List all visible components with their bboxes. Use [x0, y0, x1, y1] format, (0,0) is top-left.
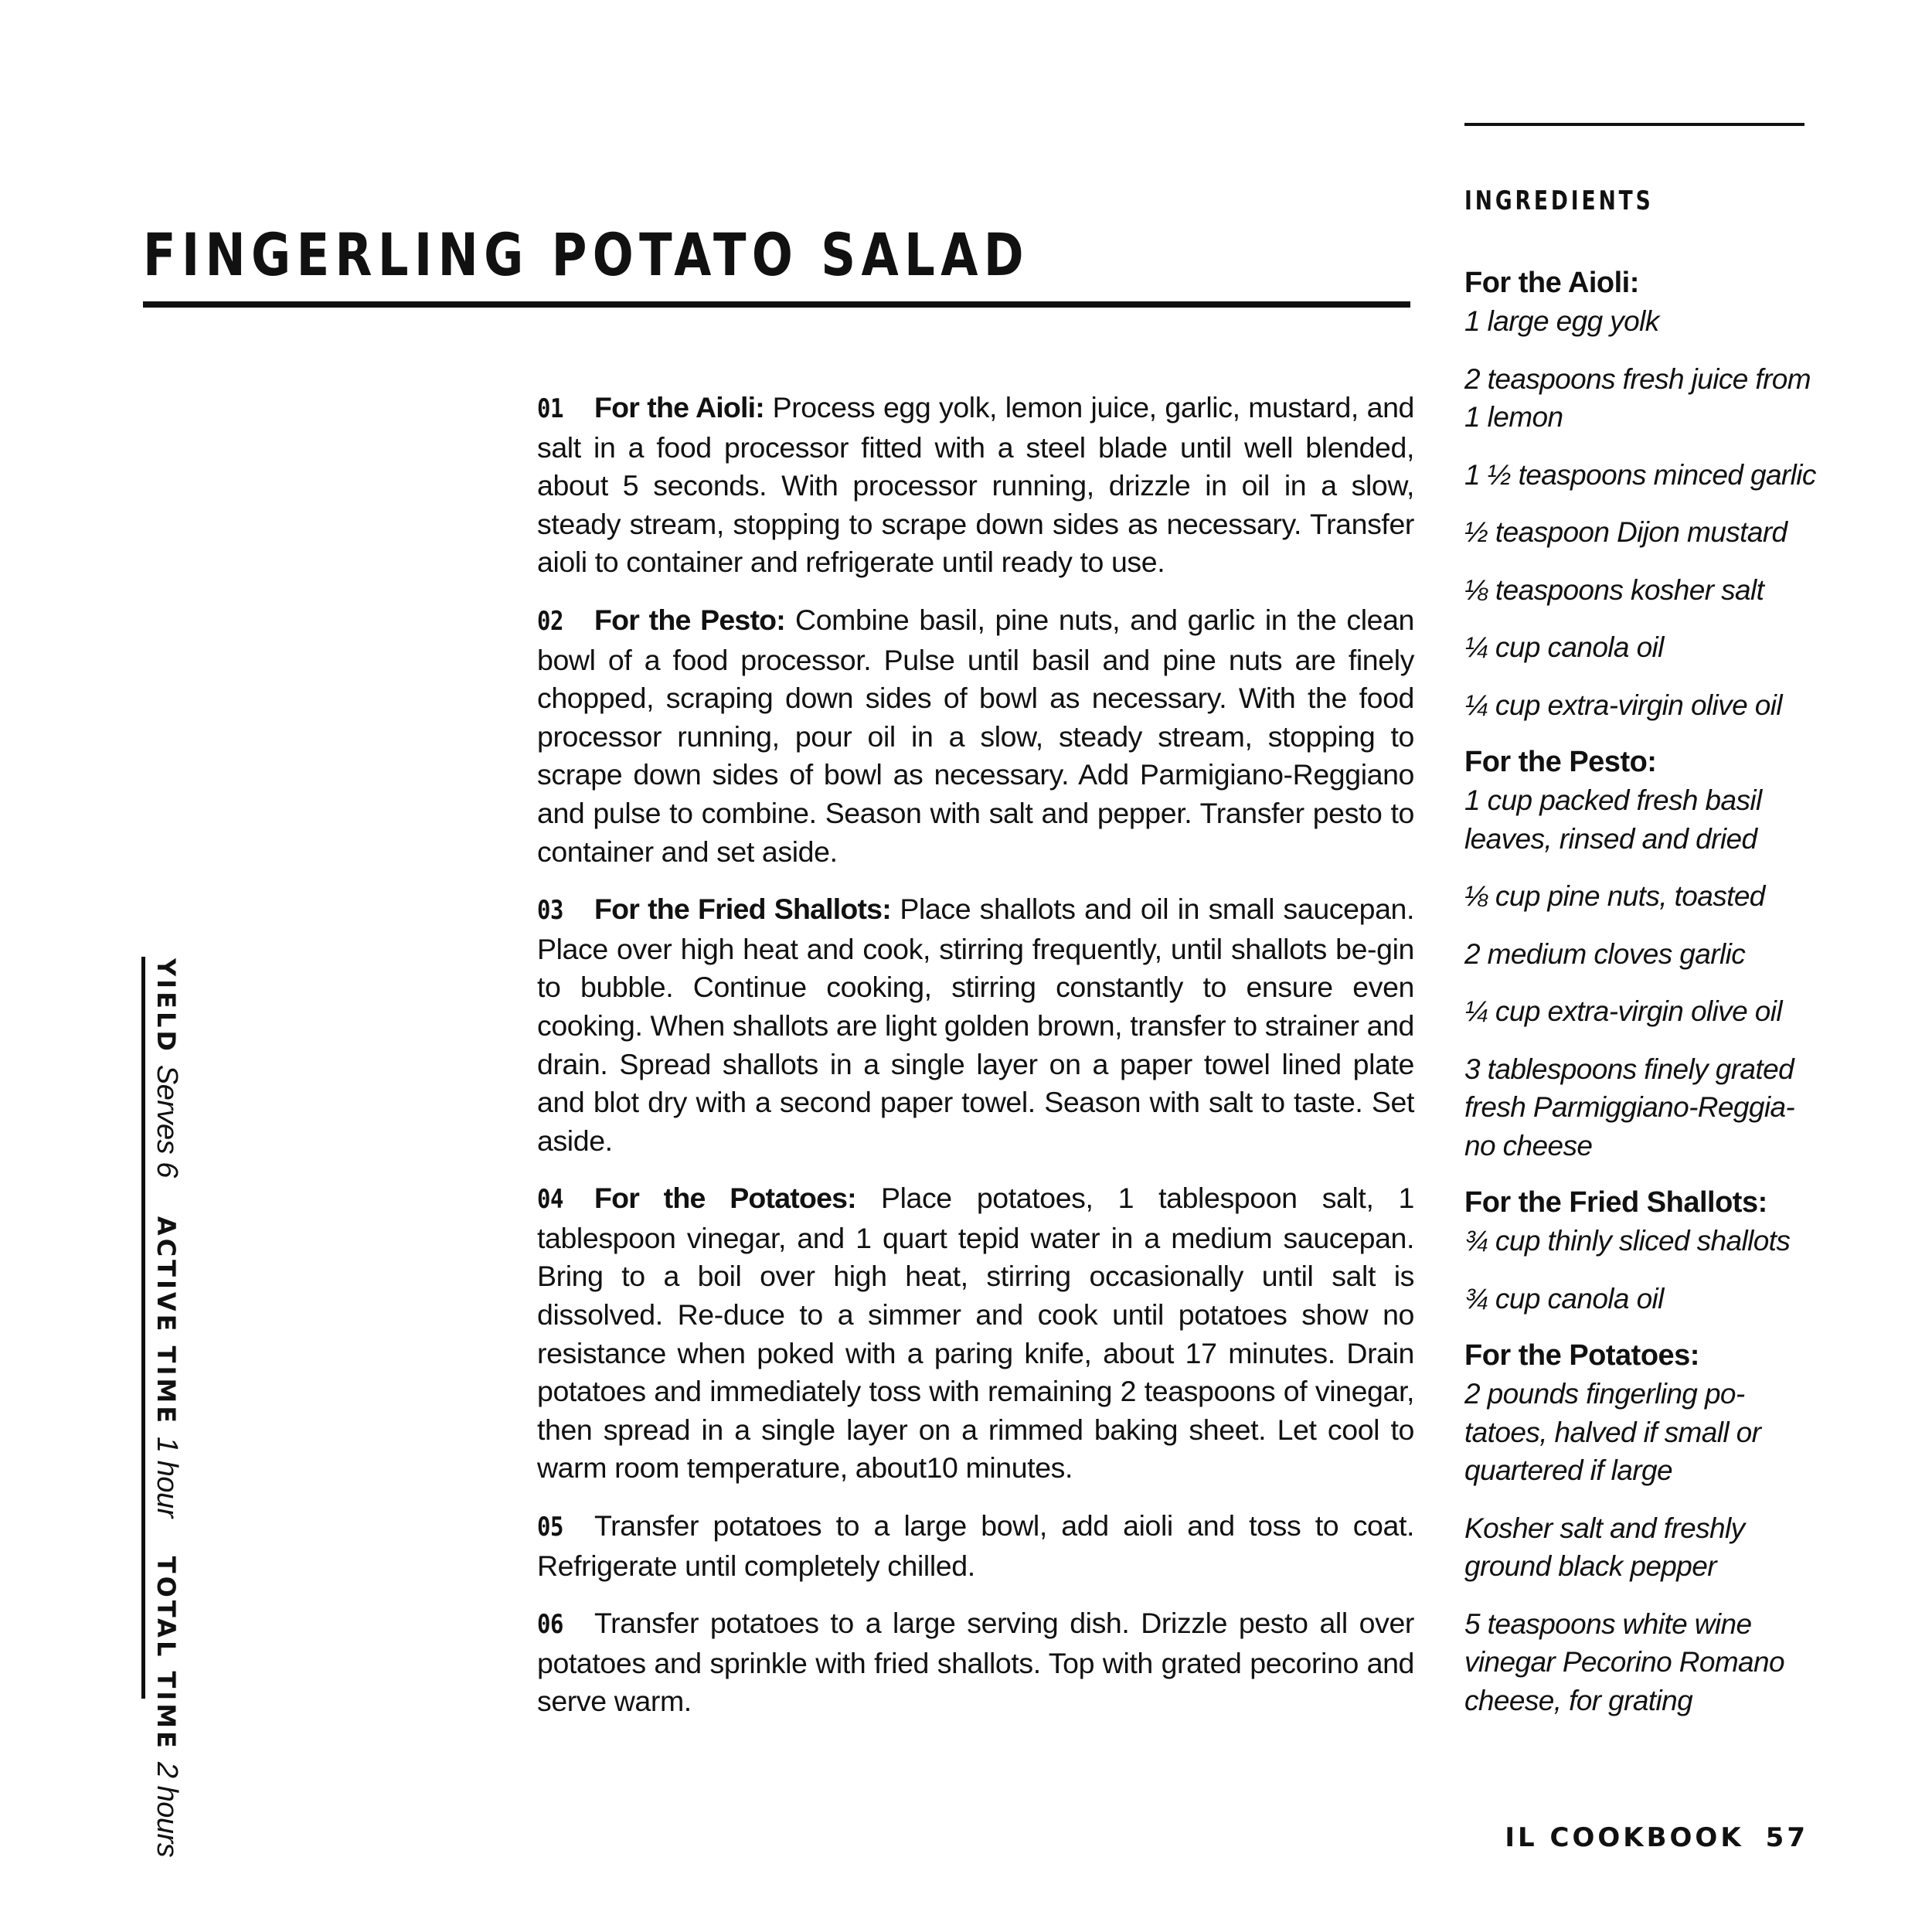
step-text: Combine basil, pine nuts, and garlic in the clean bowl of a food processor. Pulse until basil and pine nuts are finely chopped, scraping down sides of bowl as necessary. With the food processor running, pour oil in a slow, steady stream, stopping to scrape down sides of bowl as necessary. Add Parmigiano-Reggiano and pulse to combine. Season with salt and pepper. Transfer pesto to container and set aside. [537, 603, 1414, 868]
step-number: 03 [537, 895, 564, 927]
ingredient-item: 2 teaspoons fresh juice from 1 lemon [1464, 362, 1811, 433]
ingredient-group-label: For the Fried Shallots: [1464, 1186, 1767, 1219]
recipe-step [537, 389, 1414, 582]
step-number: 02 [537, 605, 564, 637]
step-text: Place shallots and oil in small saucepan. Place over high heat and cook, stirring frequently, until shallots be-gin to bubble. Continue cooking, stirring constantly to ensure even cooking. When shallots are light golden brown, transfer to strainer and drain. Spread shallots in a single layer on a paper towel lined plate and blot dry with a second paper towel. Season with salt to taste. Set aside. [537, 893, 1414, 1157]
ingredient-item: ¾ cup thinly sliced shallots [1464, 1225, 1791, 1257]
yield-value: Serves 6 [151, 1064, 183, 1178]
recipe-step [537, 890, 1414, 1160]
ingredient-item: Kosher salt and freshly ground black pepper [1464, 1512, 1745, 1582]
ingredient-item: 1 cup packed fresh basil leaves, rinsed and dried [1464, 784, 1762, 855]
total-time-value: 2 hours [151, 1761, 183, 1858]
active-time-value: 1 hour [151, 1437, 183, 1518]
step-number: 01 [537, 393, 564, 424]
step-number: 05 [537, 1512, 564, 1543]
step-label: For the Potatoes: [594, 1182, 856, 1215]
step-text: Place potatoes, 1 tablespoon salt, 1 tablespoon vinegar, and 1 quart tepid water in a medium saucepan. Bring to a boil over high heat, stirring occasionally until salt is dissolved. Re-duce to a simmer and cook until potatoes show no resistance when poked with a paring knife, about 17 minutes. Drain potatoes and immediately toss with remaining 2 teaspoons of vinegar, then spread in a single layer on a rimmed baking sheet. Let cool to warm room temperature, about10 minutes. [537, 1182, 1414, 1485]
step-label: For the Fried Shallots: [594, 893, 891, 926]
ingredient-item: 2 medium cloves garlic [1464, 937, 1746, 970]
step-text: Transfer potatoes to a large bowl, add aioli and toss to coat. Refrigerate until completely chilled. [537, 1509, 1414, 1582]
step-number: 04 [537, 1184, 564, 1216]
yield-label: YIELD [151, 958, 181, 1054]
sidebar-top-rule [1464, 123, 1804, 126]
ingredient-item: ¾ cup canola oil [1464, 1282, 1664, 1315]
book-title: IL COOKBOOK [1505, 1822, 1744, 1853]
step-text: Process egg yolk, lemon juice, garlic, mustard, and salt in a food processor fitted with a steel blade until well blended, about 5 seconds. With processor running, drizzle in oil in a slow, steady stream, stopping to scrape down sides as necessary. Transfer aioli to container and refrigerate until ready to use. [537, 391, 1414, 579]
ingredient-group-potatoes [1464, 1337, 1820, 1719]
ingredient-item: ¼ cup extra-virgin olive oil [1464, 995, 1782, 1027]
ingredient-group-fried-shallots [1464, 1184, 1820, 1318]
ingredient-item: ½ teaspoon Dijon mustard [1464, 516, 1787, 548]
yield-bar [149, 958, 184, 1896]
page-number: 57 [1765, 1822, 1808, 1853]
step-text: Transfer potatoes to a large serving dish. Drizzle pesto all over potatoes and sprinkle with fried shallots. Top with grated pecorino and serve warm. [537, 1607, 1414, 1718]
page-footer [1505, 1822, 1808, 1853]
ingredient-group-label: For the Potatoes: [1464, 1339, 1699, 1372]
ingredient-group-label: For the Aioli: [1464, 267, 1639, 299]
ingredient-item: ⅛ cup pine nuts, toasted [1464, 880, 1765, 912]
ingredient-item: 5 teaspoons white wine vinegar Pecorino Romano cheese, for grating [1464, 1607, 1784, 1716]
recipe-step [537, 1604, 1414, 1721]
recipe-steps [537, 389, 1414, 1740]
ingredient-group-label: For the Pesto: [1464, 746, 1657, 778]
ingredient-item: ⅛ teaspoons kosher salt [1464, 573, 1764, 606]
recipe-step [537, 1507, 1414, 1585]
ingredient-group-aioli [1464, 264, 1820, 724]
ingredient-item: 3 tablespoons finely grated fresh Parmiggiano-Reggia-no cheese [1464, 1053, 1795, 1162]
ingredient-group-pesto [1464, 743, 1820, 1165]
total-time-label: TOTAL TIME [151, 1556, 181, 1751]
recipe-step [537, 601, 1414, 871]
ingredient-item: ¼ cup canola oil [1464, 631, 1664, 663]
ingredient-item: 2 pounds fingerling po-tatoes, halved if small or quartered if large [1464, 1378, 1761, 1486]
step-label: For the Pesto: [594, 603, 785, 636]
ingredient-item: 1 ½ teaspoons minced garlic [1464, 458, 1816, 491]
title-rule [143, 301, 1410, 308]
ingredient-item: ¼ cup extra-virgin olive oil [1464, 689, 1782, 721]
yield-bar-rule [141, 957, 145, 1699]
recipe-title: FINGERLING POTATO SALAD [143, 220, 1029, 289]
step-label: For the Aioli: [594, 391, 764, 423]
ingredients-heading: INGREDIENTS [1464, 185, 1654, 216]
step-number: 06 [537, 1609, 564, 1641]
active-time-label: ACTIVE TIME [151, 1216, 181, 1427]
ingredients-sidebar [1464, 185, 1820, 1739]
ingredient-item: 1 large egg yolk [1464, 305, 1659, 337]
recipe-step [537, 1179, 1414, 1488]
